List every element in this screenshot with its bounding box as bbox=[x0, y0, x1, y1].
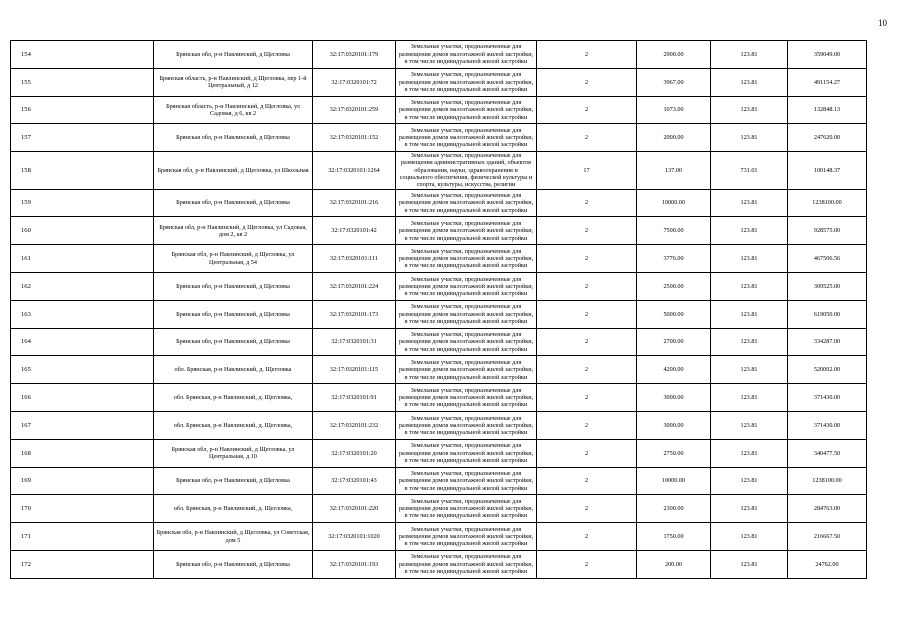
specific-value-cell: 123.81 bbox=[711, 245, 788, 273]
cadastral-number-cell: 32:17:0320101:43 bbox=[313, 467, 396, 495]
area-cell: 5000.00 bbox=[637, 300, 711, 328]
land-purpose-cell: Земельные участки, предназначенные для размещения домов малоэтажной жилой застройки, в том числе индивидуальной жилой застройки bbox=[396, 467, 537, 495]
cadastral-value-cell: 284763.00 bbox=[788, 495, 867, 523]
table-row bbox=[11, 217, 867, 245]
area-cell: 3967.00 bbox=[637, 68, 711, 96]
cadastral-value-cell: 928575.00 bbox=[788, 217, 867, 245]
row-number: 172 bbox=[11, 551, 154, 579]
area-cell: 200.00 bbox=[637, 551, 711, 579]
specific-value-cell: 123.81 bbox=[711, 467, 788, 495]
row-number: 155 bbox=[11, 68, 154, 96]
address-cell: Брянская обл, р-н Навлинский, д Щегловка bbox=[154, 300, 313, 328]
cadastral-value-cell: 359049.00 bbox=[788, 41, 867, 69]
row-number: 171 bbox=[11, 523, 154, 551]
land-purpose-cell: Земельные участки, предназначенные для размещения домов малоэтажной жилой застройки, в том числе индивидуальной жилой застройки bbox=[396, 300, 537, 328]
land-purpose-cell: Земельные участки, предназначенные для размещения домов малоэтажной жилой застройки, в том числе индивидуальной жилой застройки bbox=[396, 439, 537, 467]
table-row bbox=[11, 245, 867, 273]
specific-value-cell: 123.81 bbox=[711, 551, 788, 579]
cadastral-value-cell: 24762.00 bbox=[788, 551, 867, 579]
cadastral-value-cell: 247620.00 bbox=[788, 124, 867, 152]
land-purpose-cell: Земельные участки, предназначенные для размещения домов малоэтажной жилой застройки, в том числе индивидуальной жилой застройки bbox=[396, 41, 537, 69]
row-number: 166 bbox=[11, 384, 154, 412]
area-cell: 1073.00 bbox=[637, 96, 711, 124]
area-cell: 3000.00 bbox=[637, 412, 711, 440]
area-cell: 1750.00 bbox=[637, 523, 711, 551]
specific-value-cell: 123.81 bbox=[711, 273, 788, 301]
group-number-cell: 2 bbox=[537, 439, 637, 467]
cadastral-value-cell: 371430.00 bbox=[788, 412, 867, 440]
table-row bbox=[11, 328, 867, 356]
specific-value-cell: 731.01 bbox=[711, 152, 788, 189]
row-number: 162 bbox=[11, 273, 154, 301]
row-number: 163 bbox=[11, 300, 154, 328]
specific-value-cell: 123.81 bbox=[711, 495, 788, 523]
table-row bbox=[11, 412, 867, 440]
cadastral-number-cell: 32:17:0320101:42 bbox=[313, 217, 396, 245]
cadastral-number-cell: 32:17:0320101:152 bbox=[313, 124, 396, 152]
cadastral-number-cell: 32:17:0320101:111 bbox=[313, 245, 396, 273]
group-number-cell: 2 bbox=[537, 217, 637, 245]
land-purpose-cell: Земельные участки, предназначенные для размещения домов малоэтажной жилой застройки, в том числе индивидуальной жилой застройки bbox=[396, 124, 537, 152]
table-row bbox=[11, 523, 867, 551]
group-number-cell: 2 bbox=[537, 124, 637, 152]
specific-value-cell: 123.81 bbox=[711, 41, 788, 69]
specific-value-cell: 123.81 bbox=[711, 217, 788, 245]
land-purpose-cell: Земельные участки, предназначенные для размещения домов малоэтажной жилой застройки, в том числе индивидуальной жилой застройки bbox=[396, 412, 537, 440]
row-number: 167 bbox=[11, 412, 154, 440]
cadastral-number-cell: 32:17:0320101:259 bbox=[313, 96, 396, 124]
group-number-cell: 2 bbox=[537, 41, 637, 69]
table-row bbox=[11, 189, 867, 217]
cadastral-value-cell: 467506.56 bbox=[788, 245, 867, 273]
group-number-cell: 2 bbox=[537, 189, 637, 217]
cadastral-value-cell: 520002.00 bbox=[788, 356, 867, 384]
area-cell: 10000.00 bbox=[637, 189, 711, 217]
address-cell: Брянская обл, р-н Навлинский, д Щегловка, ул Центральная, д 54 bbox=[154, 245, 313, 273]
cadastral-number-cell: 32:17:0320101:224 bbox=[313, 273, 396, 301]
address-cell: Брянская обл, р-н Навлинский, д Щегловка bbox=[154, 328, 313, 356]
cadastral-number-cell: 32:17:0320101:1264 bbox=[313, 152, 396, 189]
row-number: 159 bbox=[11, 189, 154, 217]
area-cell: 3000.00 bbox=[637, 384, 711, 412]
row-number: 154 bbox=[11, 41, 154, 69]
table-row bbox=[11, 356, 867, 384]
cadastral-value-cell: 619050.00 bbox=[788, 300, 867, 328]
address-cell: Брянская обл, р-н Навлинский, д Щегловка, ул Советская, дом 5 bbox=[154, 523, 313, 551]
address-cell: Брянская обл, р-н Навлинский, д Щегловка bbox=[154, 124, 313, 152]
cadastral-value-cell: 491154.27 bbox=[788, 68, 867, 96]
address-cell: Брянская обл, р-н Навлинский, д Щегловка bbox=[154, 41, 313, 69]
address-cell: Брянская обл, р-н Навлинский, д Щегловка, ул Школьная bbox=[154, 152, 313, 189]
cadastral-number-cell: 32:17:0320101:20 bbox=[313, 439, 396, 467]
land-purpose-cell: Земельные участки, предназначенные для размещения домов малоэтажной жилой застройки, в том числе индивидуальной жилой застройки bbox=[396, 245, 537, 273]
specific-value-cell: 123.81 bbox=[711, 189, 788, 217]
land-purpose-cell: Земельные участки, предназначенные для размещения домов малоэтажной жилой застройки, в том числе индивидуальной жилой застройки bbox=[396, 551, 537, 579]
row-number: 169 bbox=[11, 467, 154, 495]
address-cell: Брянская обл, р-н Навлинский, д Щегловка bbox=[154, 273, 313, 301]
cadastral-value-cell: 216667.50 bbox=[788, 523, 867, 551]
group-number-cell: 2 bbox=[537, 356, 637, 384]
cadastral-number-cell: 32:17:0320101:1020 bbox=[313, 523, 396, 551]
group-number-cell: 2 bbox=[537, 300, 637, 328]
specific-value-cell: 123.81 bbox=[711, 68, 788, 96]
row-number: 165 bbox=[11, 356, 154, 384]
address-cell: Брянская обл, р-н Навлинский, д Щегловка, ул Центральная, д 10 bbox=[154, 439, 313, 467]
address-cell: обл. Брянская, р-н Навлинский, д. Щегловка, bbox=[154, 495, 313, 523]
table-row bbox=[11, 467, 867, 495]
row-number: 160 bbox=[11, 217, 154, 245]
cadastral-number-cell: 32:17:0320101:216 bbox=[313, 189, 396, 217]
cadastral-number-cell: 32:17:0320101:72 bbox=[313, 68, 396, 96]
specific-value-cell: 123.81 bbox=[711, 328, 788, 356]
address-cell: Брянская область, р-н Навлинский, д Щегловка, пер 1-й Центральный, д 12 bbox=[154, 68, 313, 96]
land-purpose-cell: Земельные участки, предназначенные для размещения домов малоэтажной жилой застройки, в том числе индивидуальной жилой застройки bbox=[396, 523, 537, 551]
land-purpose-cell: Земельные участки, предназначенные для размещения домов малоэтажной жилой застройки, в том числе индивидуальной жилой застройки bbox=[396, 384, 537, 412]
area-cell: 3776.00 bbox=[637, 245, 711, 273]
group-number-cell: 2 bbox=[537, 384, 637, 412]
land-purpose-cell: Земельные участки, предназначенные для размещения домов малоэтажной жилой застройки, в том числе индивидуальной жилой застройки bbox=[396, 495, 537, 523]
table-row bbox=[11, 439, 867, 467]
cadastral-value-cell: 309525.00 bbox=[788, 273, 867, 301]
row-number: 164 bbox=[11, 328, 154, 356]
cadastral-number-cell: 32:17:0320101:91 bbox=[313, 384, 396, 412]
address-cell: обл. Брянская, р-н Навлинский, д. Щегловка bbox=[154, 356, 313, 384]
row-number: 157 bbox=[11, 124, 154, 152]
group-number-cell: 17 bbox=[537, 152, 637, 189]
cadastral-value-cell: 132848.13 bbox=[788, 96, 867, 124]
land-purpose-cell: Земельные участки, предназначенные для размещения домов малоэтажной жилой застройки, в том числе индивидуальной жилой застройки bbox=[396, 189, 537, 217]
cadastral-number-cell: 32:17:0320101:220 bbox=[313, 495, 396, 523]
address-cell: обл. Брянская, р-н Навлинский, д. Щегловка, bbox=[154, 412, 313, 440]
specific-value-cell: 123.81 bbox=[711, 124, 788, 152]
group-number-cell: 2 bbox=[537, 328, 637, 356]
cadastral-value-cell: 100148.37 bbox=[788, 152, 867, 189]
specific-value-cell: 123.81 bbox=[711, 412, 788, 440]
table-row bbox=[11, 551, 867, 579]
land-purpose-cell: Земельные участки, предназначенные для размещения домов малоэтажной жилой застройки, в том числе индивидуальной жилой застройки bbox=[396, 68, 537, 96]
group-number-cell: 2 bbox=[537, 412, 637, 440]
table-row bbox=[11, 384, 867, 412]
group-number-cell: 2 bbox=[537, 273, 637, 301]
specific-value-cell: 123.81 bbox=[711, 439, 788, 467]
land-purpose-cell: Земельные участки, предназначенные для размещения административных зданий, объектов образования, науки, здравоохранения и социального обеспечения, физической культуры и спорта, культуры, искусства, религии bbox=[396, 152, 537, 189]
cadastral-number-cell: 32:17:0320101:179 bbox=[313, 41, 396, 69]
cadastral-number-cell: 32:17:0320101:193 bbox=[313, 551, 396, 579]
row-number: 161 bbox=[11, 245, 154, 273]
land-purpose-cell: Земельные участки, предназначенные для размещения домов малоэтажной жилой застройки, в том числе индивидуальной жилой застройки bbox=[396, 217, 537, 245]
area-cell: 2900.00 bbox=[637, 41, 711, 69]
area-cell: 137.00 bbox=[637, 152, 711, 189]
group-number-cell: 2 bbox=[537, 68, 637, 96]
table-row bbox=[11, 96, 867, 124]
address-cell: Брянская обл, р-н Навлинский, д Щегловка, ул Садовая, дом 2, кв 2 bbox=[154, 217, 313, 245]
land-purpose-cell: Земельные участки, предназначенные для размещения домов малоэтажной жилой застройки, в том числе индивидуальной жилой застройки bbox=[396, 96, 537, 124]
area-cell: 4200.00 bbox=[637, 356, 711, 384]
cadastral-number-cell: 32:17:0320101:31 bbox=[313, 328, 396, 356]
area-cell: 2300.00 bbox=[637, 495, 711, 523]
specific-value-cell: 123.81 bbox=[711, 384, 788, 412]
table-row bbox=[11, 273, 867, 301]
cadastral-value-cell: 371430.00 bbox=[788, 384, 867, 412]
row-number: 170 bbox=[11, 495, 154, 523]
table-row bbox=[11, 68, 867, 96]
group-number-cell: 2 bbox=[537, 245, 637, 273]
area-cell: 2000.00 bbox=[637, 124, 711, 152]
cadastral-value-cell: 334287.00 bbox=[788, 328, 867, 356]
row-number: 156 bbox=[11, 96, 154, 124]
cadastral-number-cell: 32:17:0320101:173 bbox=[313, 300, 396, 328]
address-cell: Брянская обл, р-н Навлинский, д Щегловка bbox=[154, 551, 313, 579]
cadastral-number-cell: 32:17:0320101:115 bbox=[313, 356, 396, 384]
address-cell: Брянская область, р-н Навлинский, д Щегловка, ул Садовая, д 6, кв 2 bbox=[154, 96, 313, 124]
address-cell: Брянская обл, р-н Навлинский, д Щегловка bbox=[154, 189, 313, 217]
land-purpose-cell: Земельные участки, предназначенные для размещения домов малоэтажной жилой застройки, в том числе индивидуальной жилой застройки bbox=[396, 356, 537, 384]
page-number: 10 bbox=[878, 18, 887, 28]
area-cell: 2500.00 bbox=[637, 273, 711, 301]
table-row bbox=[11, 300, 867, 328]
specific-value-cell: 123.81 bbox=[711, 96, 788, 124]
specific-value-cell: 123.81 bbox=[711, 523, 788, 551]
table-row bbox=[11, 124, 867, 152]
table-body bbox=[11, 41, 867, 579]
cadastral-value-cell: 340477.50 bbox=[788, 439, 867, 467]
land-purpose-cell: Земельные участки, предназначенные для размещения домов малоэтажной жилой застройки, в том числе индивидуальной жилой застройки bbox=[396, 328, 537, 356]
row-number: 158 bbox=[11, 152, 154, 189]
table-row bbox=[11, 41, 867, 69]
area-cell: 2750.00 bbox=[637, 439, 711, 467]
cadastral-value-cell: 1238100.00 bbox=[788, 467, 867, 495]
area-cell: 10000.00 bbox=[637, 467, 711, 495]
cadastral-value-table bbox=[10, 40, 867, 579]
address-cell: Брянская обл, р-н Навлинский, д Щегловка bbox=[154, 467, 313, 495]
specific-value-cell: 123.81 bbox=[711, 300, 788, 328]
group-number-cell: 2 bbox=[537, 551, 637, 579]
table-row bbox=[11, 152, 867, 189]
area-cell: 2700.00 bbox=[637, 328, 711, 356]
address-cell: обл. Брянская, р-н Навлинский, д. Щегловка, bbox=[154, 384, 313, 412]
area-cell: 7500.00 bbox=[637, 217, 711, 245]
specific-value-cell: 123.81 bbox=[711, 356, 788, 384]
cadastral-value-cell: 1238100.00 bbox=[788, 189, 867, 217]
group-number-cell: 2 bbox=[537, 523, 637, 551]
group-number-cell: 2 bbox=[537, 467, 637, 495]
table-row bbox=[11, 495, 867, 523]
group-number-cell: 2 bbox=[537, 495, 637, 523]
row-number: 168 bbox=[11, 439, 154, 467]
group-number-cell: 2 bbox=[537, 96, 637, 124]
cadastral-number-cell: 32:17:0320101:232 bbox=[313, 412, 396, 440]
land-purpose-cell: Земельные участки, предназначенные для размещения домов малоэтажной жилой застройки, в том числе индивидуальной жилой застройки bbox=[396, 273, 537, 301]
